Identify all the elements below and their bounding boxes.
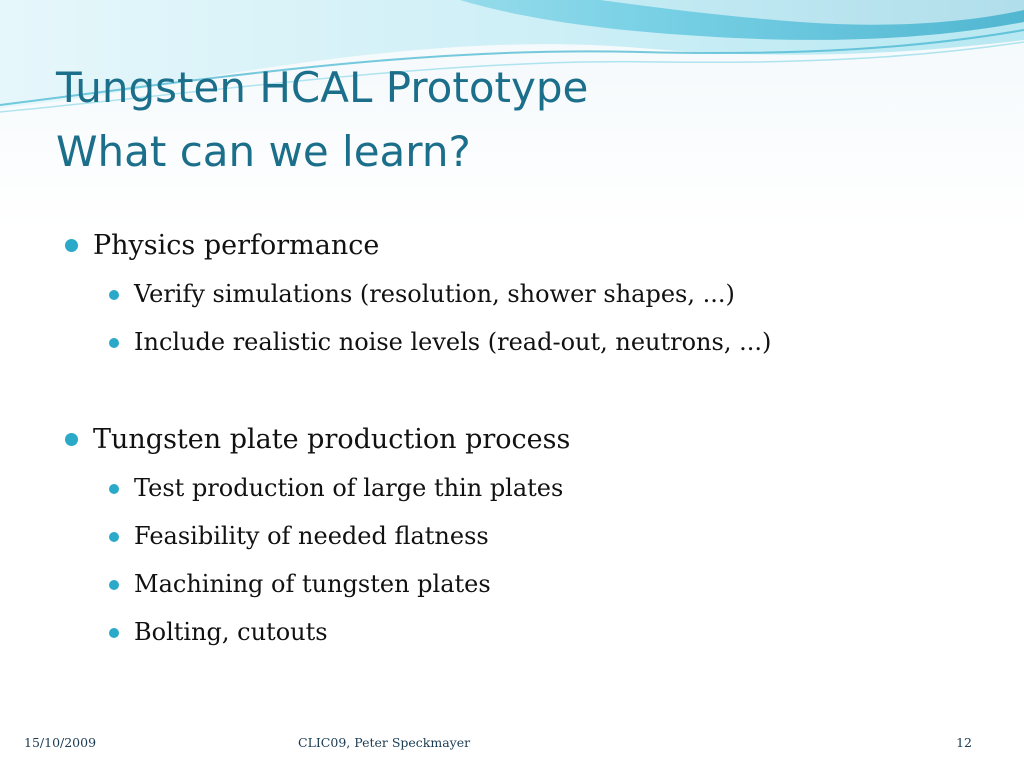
- sub-bullet-text: Feasibility of needed flatness: [134, 522, 489, 550]
- bullet-physics-performance: [64, 222, 984, 270]
- bullet-tungsten-plate-production: [64, 416, 984, 464]
- slide-title-line-1: Tungsten HCAL Prototype: [56, 63, 589, 112]
- bullet-dot-icon: [109, 532, 119, 542]
- bullet-dot-icon: [109, 338, 119, 348]
- footer-page-number: 12: [956, 735, 972, 750]
- bullet-list: [64, 222, 984, 656]
- sub-bullet-verify-simulations: [105, 270, 984, 318]
- slide-title-line-2: What can we learn?: [56, 127, 471, 176]
- bullet-dot-icon: [65, 239, 78, 252]
- sub-bullet-text: Machining of tungsten plates: [134, 570, 491, 598]
- sub-bullet-machining: [105, 560, 984, 608]
- slide-title: [56, 56, 956, 184]
- sub-bullet-text: Verify simulations (resolution, shower shapes, ...): [134, 280, 735, 308]
- sub-bullet-text: Test production of large thin plates: [134, 474, 564, 502]
- sub-bullet-bolting: [105, 608, 984, 656]
- footer-presentation-info: CLIC09, Peter Speckmayer: [298, 735, 471, 750]
- sub-bullet-text: Include realistic noise levels (read-out, neutrons, ...): [134, 328, 772, 356]
- bullet-dot-icon: [109, 580, 119, 590]
- bullet-dot-icon: [65, 433, 78, 446]
- sub-bullet-text: Bolting, cutouts: [134, 618, 328, 646]
- sub-bullet-test-production: [105, 464, 984, 512]
- bullet-dot-icon: [109, 484, 119, 494]
- bullet-dot-icon: [109, 290, 119, 300]
- sub-bullet-flatness: [105, 512, 984, 560]
- bullet-text: Tungsten plate production process: [93, 424, 571, 455]
- bullet-dot-icon: [109, 628, 119, 638]
- sub-bullet-noise-levels: [105, 318, 984, 366]
- bullet-text: Physics performance: [93, 230, 380, 261]
- footer-date: 15/10/2009: [24, 735, 97, 750]
